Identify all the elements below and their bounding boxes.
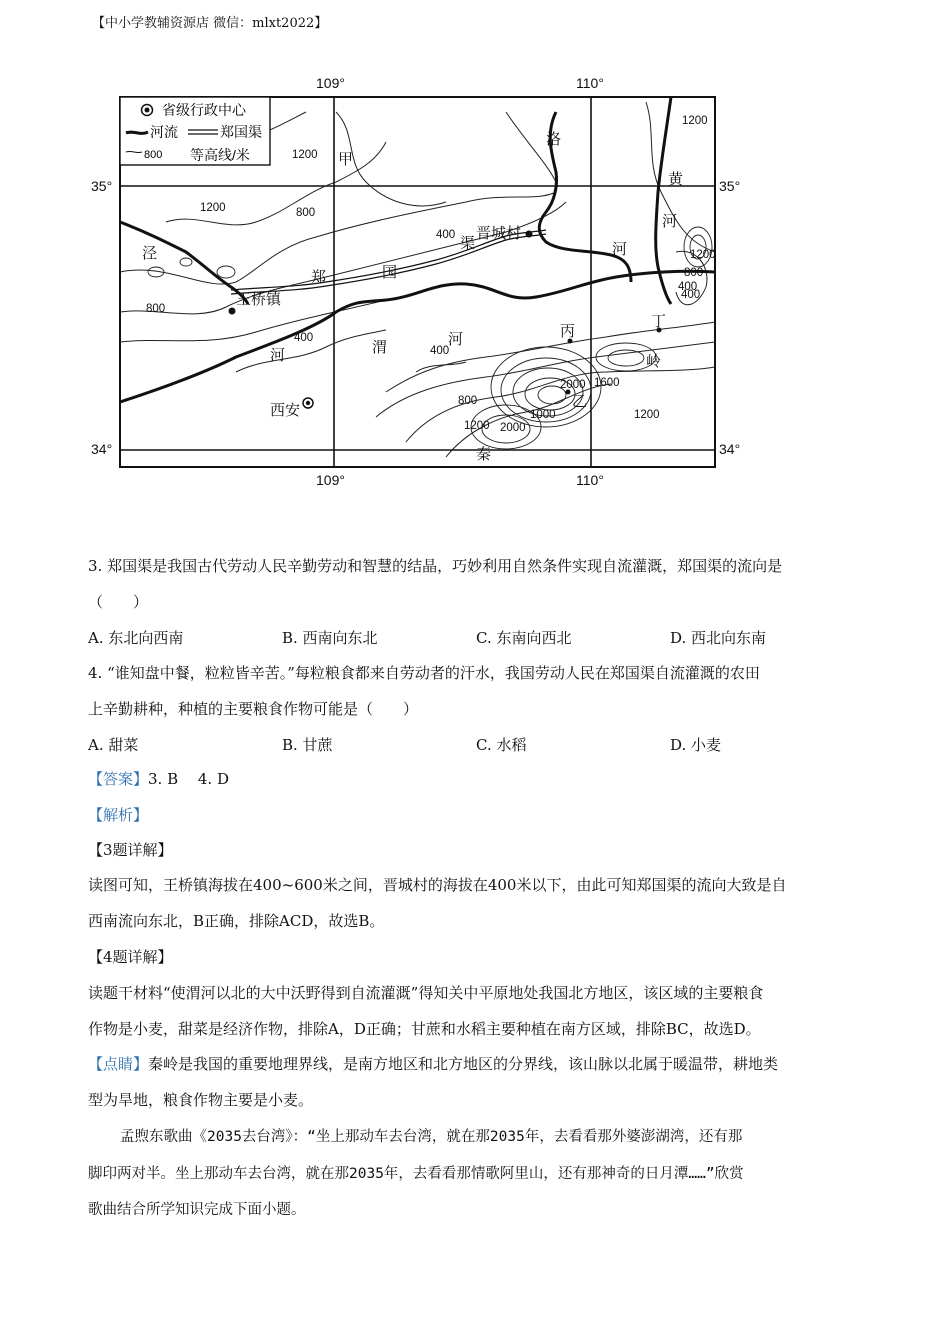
song-line3: 歌曲结合所学知识完成下面小题。 (88, 1202, 306, 1218)
detail3-line2: 西南流向东北，B正确，排除ACD，故选B。 (88, 912, 385, 930)
q3-stem-line2: （ ） (88, 593, 149, 611)
label-jia: 甲 (338, 151, 354, 168)
legend-canal: 郑国渠 (220, 124, 262, 140)
svg-text:400: 400 (681, 289, 701, 301)
label-qin: 秦 (476, 446, 492, 463)
svg-text:1600: 1600 (594, 377, 620, 389)
detail4-line2: 作物是小麦，甜菜是经济作物，排除A，D正确；甘蔗和水稻主要种植在南方区域，排除BC，故选D。 (88, 1020, 761, 1038)
lat-label-34-right: 34° (719, 441, 741, 457)
note-line1 (88, 1054, 778, 1074)
svg-text:800: 800 (458, 395, 478, 407)
wangqiao-dot (229, 308, 236, 315)
label-zheng: 郑 (311, 269, 327, 286)
label-he-huang: 河 (662, 213, 678, 230)
q3-option-a[interactable]: A. 东北向西南 (88, 629, 184, 647)
label-qu: 渠 (460, 235, 476, 252)
q4-option-a[interactable]: A. 甜菜 (88, 736, 139, 754)
label-he-wei: 河 (270, 347, 286, 364)
lon-label-109-bottom: 109° (316, 472, 345, 488)
svg-text:2000: 2000 (500, 422, 526, 434)
song-line2: 脚印两对半。坐上那动车去台湾，就在那2035年，去看看那情歌阿里山，还有那神奇的日月潭……”欣赏 (88, 1166, 744, 1182)
analysis-tag: 【解析】 (88, 806, 149, 824)
label-bing: 丙 (560, 323, 576, 340)
svg-text:1200: 1200 (690, 249, 716, 261)
legend-river: 河流 (150, 124, 178, 140)
legend-contour: 等高线/米 (190, 147, 250, 163)
q3-option-b[interactable]: B. 西南向东北 (282, 629, 378, 647)
svg-text:800: 800 (146, 303, 166, 315)
song-line1: 孟煦东歌曲《2035去台湾》：“坐上那动车去台湾，就在那2035年，去看看那外婆澎湖湾，还有那 (120, 1129, 743, 1145)
label-he-luo: 河 (612, 241, 628, 258)
label-guo: 国 (382, 264, 398, 281)
answer-line (88, 769, 229, 789)
svg-text:800: 800 (684, 267, 704, 279)
lat-label-34-left: 34° (91, 441, 113, 457)
label-he-wei2: 河 (448, 331, 464, 348)
legend-contour-value: 800 (144, 149, 163, 161)
detail3-line1: 读图可知，王桥镇海拔在400~600米之间，晋城村的海拔在400米以下，由此可知郑国渠的流向大致是自 (88, 876, 787, 894)
label-huang: 黄 (668, 171, 684, 188)
answer-text: 3. B 4. D (148, 770, 229, 788)
svg-text:800: 800 (296, 207, 316, 219)
page-header: 【中小学教辅资源店 微信：mlxt2022】 (92, 16, 328, 31)
label-wangqiao: 王桥镇 (236, 291, 282, 308)
jincheng-dot (526, 231, 533, 238)
q3-stem-line1: 3. 郑国渠是我国古代劳动人民辛勤劳动和智慧的结晶，巧妙利用自然条件实现自流灌溉，郑国渠的流向是 (88, 557, 783, 575)
detail3-title: 【3题详解】 (88, 841, 173, 859)
lat-label-35-right: 35° (719, 178, 741, 194)
svg-text:400: 400 (436, 229, 456, 241)
topographic-map (86, 72, 766, 492)
label-ding: 丁 (651, 313, 667, 330)
lon-label-109-top: 109° (316, 75, 345, 91)
q4-option-b[interactable]: B. 甘蔗 (282, 736, 333, 754)
svg-text:1200: 1200 (682, 115, 708, 127)
q3-option-c[interactable]: C. 东南向西北 (476, 629, 572, 647)
label-xian: 西安 (270, 402, 301, 419)
label-jing: 泾 (142, 245, 158, 262)
label-yi: 乙 (572, 393, 588, 410)
detail4-title: 【4题详解】 (88, 948, 173, 966)
svg-text:1200: 1200 (464, 420, 490, 432)
svg-text:1200: 1200 (634, 409, 660, 421)
q4-stem-line2: 上辛勤耕种，种植的主要粮食作物可能是（ ） (88, 700, 419, 718)
label-jincheng: 晋城村 (476, 225, 522, 242)
lat-label-35-left: 35° (91, 178, 113, 194)
note-line2: 型为旱地，粮食作物主要是小麦。 (88, 1091, 314, 1109)
q4-option-c[interactable]: C. 水稻 (476, 736, 527, 754)
label-luo: 洛 (546, 131, 562, 148)
svg-text:2000: 2000 (560, 379, 586, 391)
note-text1: 秦岭是我国的重要地理界线，是南方地区和北方地区的分界线，该山脉以北属于暖温带，耕地类 (148, 1055, 779, 1073)
q3-option-d[interactable]: D. 西北向东南 (670, 629, 767, 647)
svg-text:400: 400 (678, 281, 698, 293)
lon-label-110-bottom: 110° (576, 472, 604, 488)
legend-capital: 省级行政中心 (162, 102, 246, 118)
note-tag: 【点睛】 (88, 1055, 149, 1073)
answer-tag: 【答案】 (88, 770, 149, 788)
legend (120, 97, 270, 165)
svg-text:1200: 1200 (292, 149, 318, 161)
label-wei: 渭 (372, 339, 388, 356)
svg-text:400: 400 (430, 345, 450, 357)
q4-option-d[interactable]: D. 小麦 (670, 736, 722, 754)
detail4-line1: 读题干材料“使渭河以北的大中沃野得到自流灌溉”得知关中平原地处我国北方地区，该区域的主要粮食 (88, 984, 764, 1002)
svg-text:1000: 1000 (530, 409, 556, 421)
lon-label-110-top: 110° (576, 75, 604, 91)
label-ling: 岭 (646, 353, 662, 370)
svg-text:400: 400 (294, 332, 314, 344)
svg-text:1200: 1200 (200, 202, 226, 214)
q4-stem-line1: 4. “谁知盘中餐，粒粒皆辛苦。”每粒粮食都来自劳动者的汗水，我国劳动人民在郑国渠自流灌溉的农田 (88, 664, 760, 682)
